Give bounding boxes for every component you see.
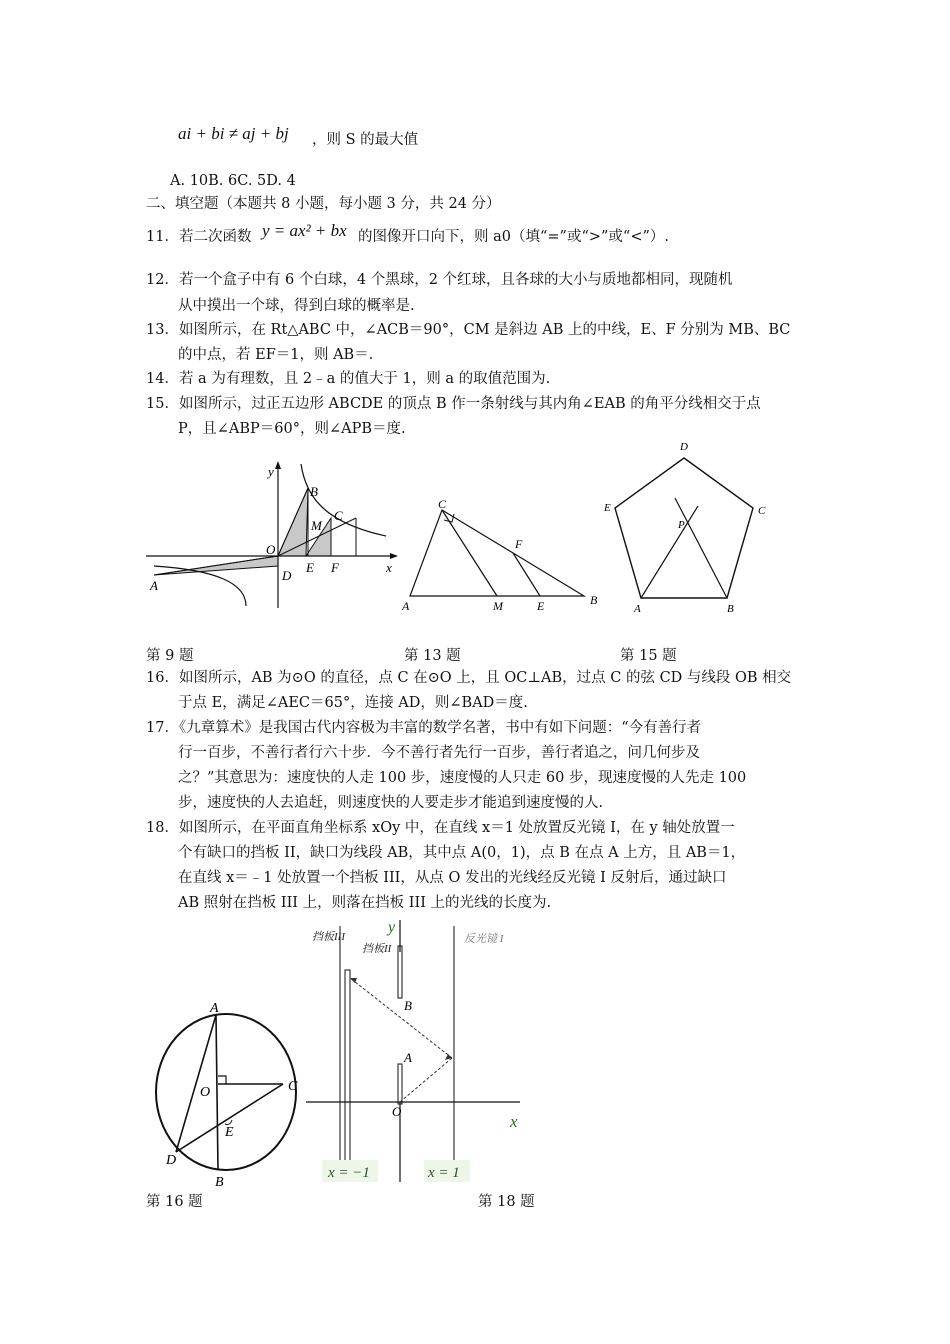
svg-text:x: x: [386, 560, 392, 575]
q11-suffix: 的图像开口向下，则 a0（填“=”或“>”或“<”）.: [358, 229, 670, 245]
q16-line-2: 于点 E，满足∠AEC＝65°，连接 AD，则∠BAD＝度.: [178, 695, 528, 711]
svg-text:挡板III: 挡板III: [312, 931, 345, 943]
svg-text:E: E: [306, 560, 314, 575]
svg-text:反光镜 I: 反光镜 I: [464, 933, 504, 945]
q15-line-2: P，且∠ABP＝60°，则∠APB＝度.: [178, 421, 406, 437]
svg-text:挡板II: 挡板II: [362, 943, 392, 955]
svg-text:C: C: [758, 505, 766, 517]
section-2-heading: 二、填空题（本题共 8 小题，每小题 3 分，共 24 分）: [146, 196, 501, 212]
svg-text:B: B: [215, 1175, 224, 1190]
q17-line-2: 行一百步，不善行者行六十步．今不善行者先行一百步，善行者追之，问几何步及: [178, 745, 700, 761]
caption-fig13: 第 13 题: [404, 648, 461, 664]
svg-text:B: B: [727, 603, 734, 615]
q14-line: 14．若 a 为有理数，且 2﹣a 的值大于 1，则 a 的取值范围为.: [146, 371, 551, 387]
figure-13: [400, 498, 600, 613]
figure-16: [148, 1000, 308, 1200]
svg-text:A: A: [634, 603, 641, 615]
svg-text:M: M: [493, 599, 503, 613]
figure-9: [146, 458, 406, 608]
svg-text:F: F: [331, 560, 339, 575]
q12-line-1: 12．若一个盒子中有 6 个白球，4 个黑球，2 个红球，且各球的大小与质地都相同，现随机: [146, 272, 733, 288]
svg-text:A: A: [404, 1050, 412, 1065]
q17-line-1: 17．《九章算术》是我国古代内容极为丰富的数学名著，书中有如下问题：“今有善行者: [146, 720, 702, 736]
q10-line: ，则 S 的最大值: [312, 132, 419, 148]
svg-text:C: C: [288, 1079, 298, 1094]
svg-text:B: B: [590, 593, 598, 607]
q18-line-2: 个有缺口的挡板 II，缺口为线段 AB，其中点 A(0，1)，点 B 在点 A 上方，且 AB＝1，: [178, 845, 746, 861]
caption-fig16: 第 16 题: [146, 1194, 203, 1210]
svg-text:x = −1: x = −1: [328, 1165, 370, 1181]
q17-line-3: 之？”其意思为：速度快的人走 100 步，速度慢的人只走 60 步，现速度慢的人先走 100: [178, 770, 747, 786]
figure-18: [300, 912, 540, 1182]
q10-formula: ai + bi ≠ aj + bj: [178, 124, 289, 143]
svg-text:x = 1: x = 1: [428, 1165, 460, 1181]
svg-text:D: D: [680, 441, 688, 453]
q18-line-1: 18．如图所示，在平面直角坐标系 xOy 中，在直线 x＝1 处放置反光镜 I，在 y 轴处放置一: [146, 820, 735, 836]
caption-fig15: 第 15 题: [620, 648, 677, 664]
svg-text:E: E: [537, 599, 545, 613]
svg-text:P: P: [678, 519, 685, 531]
q13-line-2: 的中点，若 EF＝1，则 AB＝.: [178, 347, 374, 363]
q15-line-1: 15．如图所示，过正五边形 ABCDE 的顶点 B 作一条射线与其内角∠EAB 的角平分线相交于点: [146, 396, 761, 412]
svg-text:B: B: [310, 484, 318, 499]
svg-text:y: y: [388, 919, 396, 936]
q18-line-3: 在直线 x＝﹣1 处放置一个挡板 III，从点 O 发出的光线经反光镜 I 反射后，通过缺口: [178, 870, 727, 886]
q12-line-2: 从中摸出一个球，得到白球的概率是.: [178, 298, 415, 314]
caption-fig9: 第 9 题: [146, 648, 194, 664]
svg-text:x: x: [510, 1112, 518, 1131]
figure-15: [600, 438, 770, 618]
q18-line-4: AB 照射在挡板 III 上，则落在挡板 III 上的光线的长度为.: [178, 895, 552, 911]
svg-text:C: C: [334, 508, 343, 523]
svg-text:O: O: [266, 542, 276, 557]
svg-text:D: D: [282, 568, 292, 583]
svg-text:O: O: [200, 1085, 211, 1100]
svg-text:O: O: [392, 1104, 402, 1119]
svg-text:y: y: [268, 464, 274, 479]
svg-text:B: B: [404, 998, 412, 1013]
q17-line-4: 步，速度快的人去追赶，则速度快的人要走步才能追到速度慢的人.: [178, 795, 604, 811]
svg-text:E: E: [225, 1125, 234, 1140]
svg-text:F: F: [515, 537, 523, 551]
q11-prefix: 11．若二次函数: [146, 229, 252, 245]
caption-fig18: 第 18 题: [478, 1194, 535, 1210]
svg-text:E: E: [604, 502, 611, 514]
q11-formula: y = ax² + bx: [262, 221, 347, 240]
q16-line-1: 16．如图所示，AB 为⊙O 的直径，点 C 在⊙O 上，且 OC⊥AB，过点 C 的弦 CD 与线段 OB 相交: [146, 670, 792, 686]
q13-line-1: 13．如图所示，在 Rt△ABC 中，∠ACB＝90°，CM 是斜边 AB 上的中线，E、F 分别为 MB、BC: [146, 322, 791, 338]
svg-text:D: D: [166, 1153, 177, 1168]
svg-text:C: C: [438, 497, 447, 511]
q10-options: A. 10B. 6C. 5D. 4: [170, 173, 296, 189]
svg-text:M: M: [311, 518, 322, 533]
svg-text:A: A: [402, 599, 410, 613]
svg-text:A: A: [210, 1001, 219, 1016]
svg-text:A: A: [150, 578, 158, 593]
